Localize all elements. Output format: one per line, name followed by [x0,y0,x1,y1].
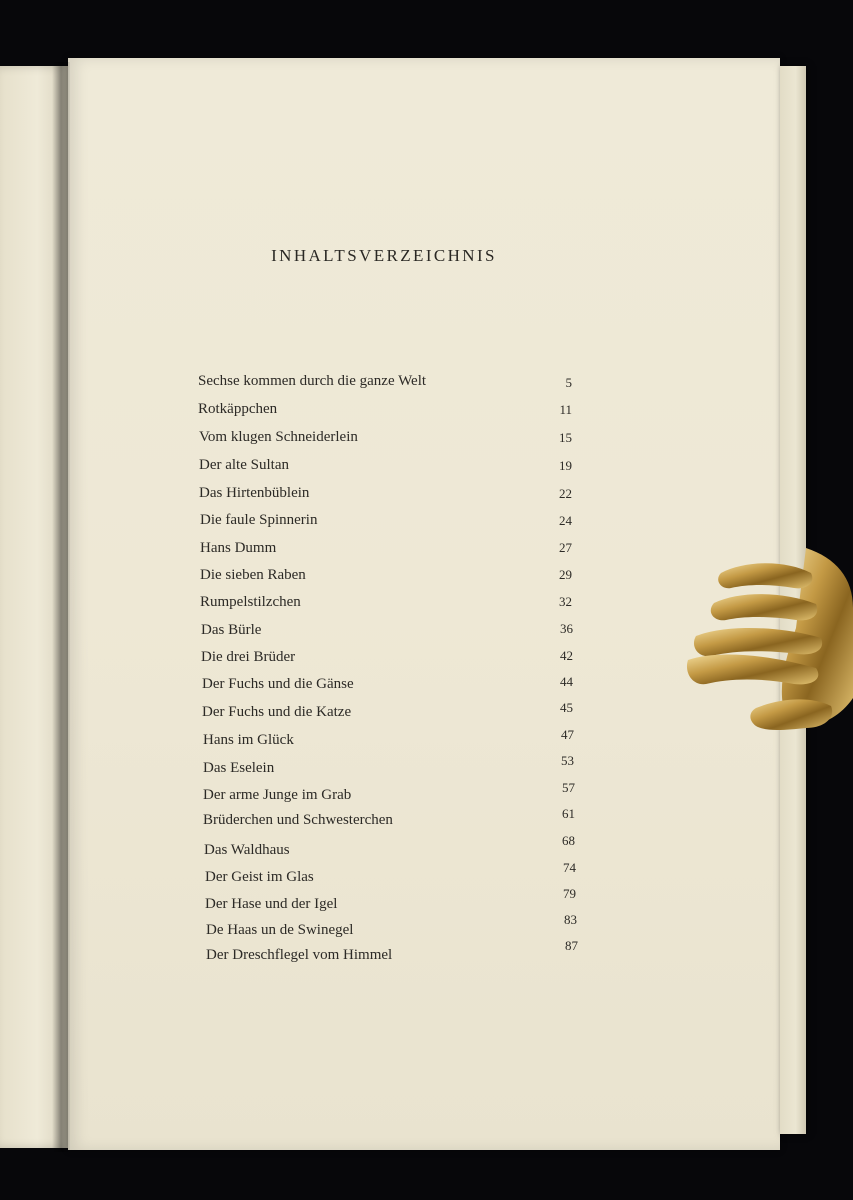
toc-entry-page-number: 36 [560,621,573,636]
toc-entry-title: Die faule Spinnerin [200,512,318,528]
toc-entry-page-number: 27 [559,540,572,555]
toc-entry-title: Vom klugen Schneiderlein [199,429,358,445]
toc-entry-page-number: 57 [562,780,575,795]
toc-entry-title: Rumpelstilzchen [200,594,301,610]
toc-entry-page-number: 47 [561,727,574,742]
toc-entry-title: Sechse kommen durch die ganze Welt [198,373,427,389]
toc-entry-page-number: 42 [560,648,573,663]
toc-entry-page-number: 5 [565,375,572,390]
toc-entry-page-number: 15 [559,430,572,445]
toc-entry-title: Der Fuchs und die Gänse [202,676,354,692]
toc-entry-title: De Haas un de Swinegel [206,922,354,938]
toc-entry-title: Der arme Junge im Grab [203,787,352,803]
toc-entry-title: Rotkäppchen [198,401,278,417]
toc-entry-page-number: 11 [559,402,572,417]
toc-entry-title: Brüderchen und Schwesterchen [203,812,393,828]
toc-entry-page-number: 74 [563,860,576,875]
toc-entry-title: Hans im Glück [203,732,294,748]
toc-entry-title: Der Fuchs und die Katze [202,704,352,720]
toc-entry-page-number: 45 [560,700,573,715]
toc-entry-title: Hans Dumm [200,540,277,556]
page-title: INHALTSVERZEICHNIS [271,246,497,265]
toc-entry-page-number: 61 [562,806,575,821]
toc-entry-title: Das Hirtenbüblein [199,485,310,501]
toc-entry-title: Der Hase und der Igel [205,896,338,912]
toc-entry-title: Das Bürle [201,622,262,638]
toc-entry-title: Die drei Brüder [201,649,296,665]
toc-entry-page-number: 53 [561,753,574,768]
toc-entry-title: Der alte Sultan [199,457,289,473]
toc-entry-page-number: 83 [564,912,577,927]
toc-entry-page-number: 24 [559,513,572,528]
toc-entry-title: Der Dreschflegel vom Himmel [206,947,393,963]
toc-entry-page-number: 68 [562,833,575,848]
toc-entry-page-number: 79 [563,886,576,901]
toc-entry-page-number: 44 [560,674,573,689]
toc-entry-page-number: 29 [559,567,572,582]
toc-entry-page-number: 32 [559,594,572,609]
toc-entry-page-number: 19 [559,458,572,473]
toc-entry-title: Die sieben Raben [200,567,306,583]
toc-entry-title: Das Waldhaus [204,842,290,858]
toc-entry-title: Der Geist im Glas [205,869,314,885]
toc-entry-page-number: 87 [565,938,578,953]
brass-hand-icon [686,538,853,743]
toc-entry-title: Das Eselein [203,760,275,776]
toc-entry-page-number: 22 [559,486,572,501]
